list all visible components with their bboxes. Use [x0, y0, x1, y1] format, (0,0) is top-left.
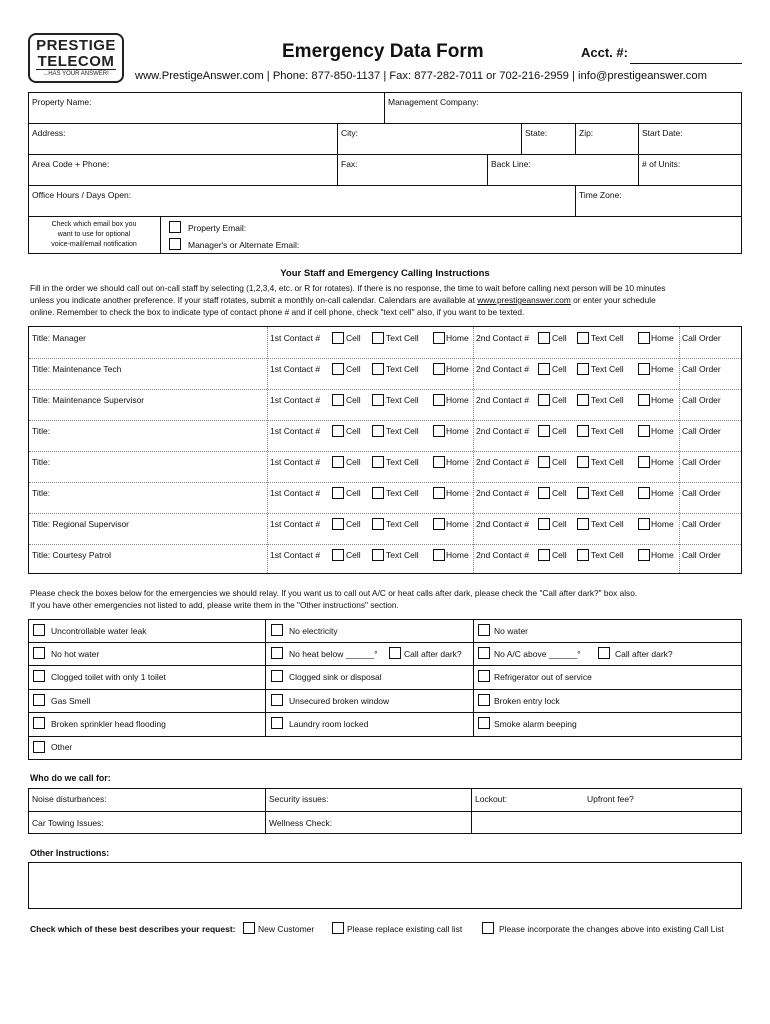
company-logo: [28, 33, 124, 83]
divider: [265, 619, 266, 736]
staff-title-field[interactable]: Title:: [32, 426, 51, 436]
contact-line: www.PrestigeAnswer.com | Phone: 877-850-1137 | Fax: 877-282-7011 or 702-216-2959 | info@prestigeanswer.com: [135, 70, 707, 82]
divider: [28, 689, 742, 690]
logo-line-2: TELECOM: [37, 53, 115, 70]
second-text-cell-checkbox[interactable]: [577, 394, 589, 406]
back-line-field[interactable]: Back Line:: [491, 159, 531, 169]
call-after-dark-label: Call after dark?: [615, 649, 673, 659]
divider: [160, 216, 161, 254]
logo-line-1: PRESTIGE: [36, 37, 116, 54]
first-contact-label: 1st Contact #: [270, 333, 321, 343]
second-cell-checkbox[interactable]: [538, 456, 550, 468]
security-field[interactable]: Security issues:: [269, 794, 329, 804]
call-order-label: Call Order: [682, 426, 721, 436]
first-home-checkbox[interactable]: [433, 549, 445, 561]
first-text-cell-checkbox[interactable]: [372, 363, 384, 375]
property-email-label: Property Email:: [188, 223, 247, 233]
column-divider: [267, 327, 268, 573]
home-label: Home: [651, 364, 674, 374]
divider: [575, 185, 576, 216]
emergency-label: Gas Smell: [51, 696, 91, 706]
email-prompt-line: want to use for optional: [57, 231, 131, 238]
property-name-field[interactable]: Property Name:: [32, 97, 92, 107]
divider: [28, 642, 742, 643]
new-customer-label: New Customer: [258, 924, 315, 934]
emergency-label: No A/C above ______°: [494, 649, 581, 659]
home-label: Home: [446, 426, 469, 436]
first-contact-label: 1st Contact #: [270, 395, 321, 405]
intro-line: If you have other emergencies not listed to add, please write them in the "Other instructions" section.: [30, 600, 399, 610]
home-label: Home: [446, 550, 469, 560]
logo-tagline: ...HAS YOUR ANSWER!: [36, 69, 116, 79]
emergency-checkbox[interactable]: [478, 717, 490, 729]
replace-list-label: Please replace existing call list: [347, 924, 463, 934]
emergency-checkbox[interactable]: [271, 670, 283, 682]
call-after-dark-checkbox[interactable]: [389, 647, 401, 659]
text-cell-label: Text Cell: [591, 457, 624, 467]
email-prompt: [30, 220, 158, 250]
text-cell-label: Text Cell: [386, 364, 419, 374]
cell-label: Cell: [552, 426, 567, 436]
incorporate-changes-checkbox[interactable]: [482, 922, 494, 934]
upfront-fee-field[interactable]: Upfront fee?: [587, 794, 634, 804]
second-cell-checkbox[interactable]: [538, 518, 550, 530]
fax-field[interactable]: Fax:: [341, 159, 358, 169]
text-cell-label: Text Cell: [386, 457, 419, 467]
city-field[interactable]: City:: [341, 128, 358, 138]
staff-title-field[interactable]: Title: Regional Supervisor: [32, 519, 130, 529]
other-instructions-box[interactable]: [28, 862, 742, 909]
emergency-checkbox[interactable]: [478, 670, 490, 682]
staff-title-field[interactable]: Title: Maintenance Supervisor: [32, 395, 145, 405]
first-contact-label: 1st Contact #: [270, 364, 321, 374]
second-text-cell-checkbox[interactable]: [577, 456, 589, 468]
divider: [384, 92, 385, 123]
text-cell-label: Text Cell: [386, 550, 419, 560]
cell-label: Cell: [346, 333, 361, 343]
emergency-checkbox[interactable]: [478, 647, 490, 659]
home-label: Home: [651, 395, 674, 405]
second-cell-checkbox[interactable]: [538, 549, 550, 561]
first-cell-checkbox[interactable]: [332, 518, 344, 530]
staff-row: [29, 327, 741, 358]
cell-label: Cell: [552, 364, 567, 374]
emergency-label: Broken entry lock: [494, 696, 560, 706]
divider: [28, 123, 742, 124]
emergency-checkbox[interactable]: [33, 624, 45, 636]
text-cell-label: Text Cell: [591, 550, 624, 560]
first-home-checkbox[interactable]: [433, 394, 445, 406]
first-contact-label: 1st Contact #: [270, 488, 321, 498]
emergency-label: Broken sprinkler head flooding: [51, 719, 166, 729]
first-text-cell-checkbox[interactable]: [372, 332, 384, 344]
home-label: Home: [446, 395, 469, 405]
replace-list-checkbox[interactable]: [332, 922, 344, 934]
emergency-label: No heat below ______°: [289, 649, 378, 659]
cell-label: Cell: [552, 333, 567, 343]
cell-label: Cell: [346, 395, 361, 405]
staff-row: [29, 482, 741, 513]
other-checkbox[interactable]: [33, 741, 45, 753]
staff-title-field[interactable]: Title:: [32, 488, 51, 498]
address-field[interactable]: Address:: [32, 128, 66, 138]
home-label: Home: [651, 519, 674, 529]
text-cell-label: Text Cell: [386, 395, 419, 405]
call-order-label: Call Order: [682, 519, 721, 529]
staff-row: [29, 544, 741, 575]
second-home-checkbox[interactable]: [638, 487, 650, 499]
emergency-label: No electricity: [289, 626, 338, 636]
first-text-cell-checkbox[interactable]: [372, 518, 384, 530]
acct-input-line[interactable]: [630, 63, 742, 64]
request-label: Check which of these best describes your request:: [30, 924, 236, 934]
second-home-checkbox[interactable]: [638, 518, 650, 530]
staff-row: [29, 451, 741, 482]
first-home-checkbox[interactable]: [433, 332, 445, 344]
zip-field[interactable]: Zip:: [579, 128, 594, 138]
second-text-cell-checkbox[interactable]: [577, 518, 589, 530]
emergency-checkbox[interactable]: [478, 694, 490, 706]
instructions-text: or enter your schedule: [570, 295, 656, 305]
emergency-label: Laundry room locked: [289, 719, 369, 729]
column-divider: [473, 327, 474, 573]
cell-label: Cell: [552, 519, 567, 529]
call-order-label: Call Order: [682, 488, 721, 498]
text-cell-label: Text Cell: [591, 519, 624, 529]
cell-label: Cell: [346, 519, 361, 529]
text-cell-label: Text Cell: [591, 488, 624, 498]
second-cell-checkbox[interactable]: [538, 363, 550, 375]
home-label: Home: [651, 333, 674, 343]
form-title: Emergency Data Form: [282, 41, 484, 62]
emergency-label: No water: [494, 626, 529, 636]
divider: [265, 788, 266, 834]
divider: [473, 619, 474, 736]
second-home-checkbox[interactable]: [638, 332, 650, 344]
text-cell-label: Text Cell: [591, 364, 624, 374]
second-text-cell-checkbox[interactable]: [577, 549, 589, 561]
first-cell-checkbox[interactable]: [332, 456, 344, 468]
cell-label: Cell: [346, 457, 361, 467]
divider: [28, 811, 742, 812]
emergencies-intro: [30, 587, 745, 611]
emergency-checkbox[interactable]: [33, 717, 45, 729]
text-cell-label: Text Cell: [386, 488, 419, 498]
emergency-label: Unsecured broken window: [289, 696, 390, 706]
staff-title-field[interactable]: Title: Manager: [32, 333, 87, 343]
second-cell-checkbox[interactable]: [538, 487, 550, 499]
second-cell-checkbox[interactable]: [538, 394, 550, 406]
acct-label: Acct. #:: [581, 45, 628, 60]
divider: [487, 154, 488, 185]
first-text-cell-checkbox[interactable]: [372, 487, 384, 499]
call-order-label: Call Order: [682, 550, 721, 560]
car-towing-field[interactable]: Car Towing Issues:: [32, 818, 104, 828]
manager-email-label: Manager's or Alternate Email:: [188, 240, 300, 250]
second-home-checkbox[interactable]: [638, 549, 650, 561]
second-cell-checkbox[interactable]: [538, 332, 550, 344]
first-home-checkbox[interactable]: [433, 518, 445, 530]
cell-label: Cell: [346, 364, 361, 374]
first-cell-checkbox[interactable]: [332, 487, 344, 499]
divider: [575, 123, 576, 154]
call-after-dark-label: Call after dark?: [404, 649, 462, 659]
staff-row: [29, 389, 741, 420]
first-text-cell-checkbox[interactable]: [372, 549, 384, 561]
email-prompt-line: voice-mail/email notification: [51, 241, 137, 248]
call-order-label: Call Order: [682, 364, 721, 374]
home-label: Home: [446, 457, 469, 467]
first-text-cell-checkbox[interactable]: [372, 394, 384, 406]
divider: [28, 736, 742, 737]
first-text-cell-checkbox[interactable]: [372, 456, 384, 468]
other-instructions-heading: Other Instructions:: [30, 848, 110, 858]
cell-label: Cell: [346, 550, 361, 560]
emergency-label: Clogged sink or disposal: [289, 672, 382, 682]
second-contact-label: 2nd Contact #: [476, 395, 529, 405]
second-home-checkbox[interactable]: [638, 425, 650, 437]
lockout-field[interactable]: Lockout:: [475, 794, 508, 804]
prestige-website-link[interactable]: www.prestigeanswer.com: [477, 295, 571, 305]
cell-label: Cell: [552, 457, 567, 467]
time-zone-field[interactable]: Time Zone:: [579, 190, 622, 200]
office-hours-field[interactable]: Office Hours / Days Open:: [32, 190, 132, 200]
home-label: Home: [651, 457, 674, 467]
second-contact-label: 2nd Contact #: [476, 488, 529, 498]
home-label: Home: [651, 426, 674, 436]
call-after-dark-checkbox[interactable]: [598, 647, 610, 659]
emergency-checkbox[interactable]: [33, 670, 45, 682]
units-field[interactable]: # of Units:: [642, 159, 681, 169]
staff-heading: Your Staff and Emergency Calling Instructions: [280, 268, 490, 279]
divider: [521, 123, 522, 154]
staff-instructions: [30, 282, 745, 318]
staff-title-field[interactable]: Title:: [32, 457, 51, 467]
second-contact-label: 2nd Contact #: [476, 333, 529, 343]
emergency-label: Clogged toilet with only 1 toilet: [51, 672, 166, 682]
call-order-label: Call Order: [682, 333, 721, 343]
cell-label: Cell: [346, 488, 361, 498]
staff-table: [28, 326, 742, 574]
emergency-checkbox[interactable]: [33, 694, 45, 706]
first-cell-checkbox[interactable]: [332, 425, 344, 437]
emergency-label: Refrigerator out of service: [494, 672, 592, 682]
emergency-checkbox[interactable]: [271, 717, 283, 729]
staff-title-field[interactable]: Title: Maintenance Tech: [32, 364, 122, 374]
divider: [471, 788, 472, 834]
intro-line: Please check the boxes below for the emergencies we should relay. If you want us to call out A/C or heat calls after dark, please check the "Call after dark?" box also.: [30, 588, 638, 598]
emergency-checkbox[interactable]: [478, 624, 490, 636]
first-cell-checkbox[interactable]: [332, 549, 344, 561]
phone-field[interactable]: Area Code + Phone:: [32, 159, 110, 169]
instructions-line: [30, 294, 745, 306]
text-cell-label: Text Cell: [386, 333, 419, 343]
first-text-cell-checkbox[interactable]: [372, 425, 384, 437]
call-order-label: Call Order: [682, 395, 721, 405]
text-cell-label: Text Cell: [386, 519, 419, 529]
text-cell-label: Text Cell: [591, 395, 624, 405]
cell-label: Cell: [552, 550, 567, 560]
column-divider: [679, 327, 680, 573]
first-cell-checkbox[interactable]: [332, 394, 344, 406]
divider: [638, 123, 639, 185]
emergency-checkbox[interactable]: [271, 647, 283, 659]
home-label: Home: [446, 333, 469, 343]
staff-title-field[interactable]: Title: Courtesy Patrol: [32, 550, 112, 560]
home-label: Home: [446, 488, 469, 498]
emergency-label: No hot water: [51, 649, 100, 659]
emergency-checkbox[interactable]: [33, 647, 45, 659]
instructions-line: online. Remember to check the box to indicate type of contact phone # and if cell phone, check "text cell" also, if you want to be texted.: [30, 307, 525, 317]
second-contact-label: 2nd Contact #: [476, 550, 529, 560]
email-prompt-line: Check which email box you: [51, 221, 137, 228]
emergency-checkbox[interactable]: [271, 624, 283, 636]
divider: [28, 185, 742, 186]
second-contact-label: 2nd Contact #: [476, 457, 529, 467]
staff-row: [29, 513, 741, 544]
second-home-checkbox[interactable]: [638, 456, 650, 468]
second-cell-checkbox[interactable]: [538, 425, 550, 437]
cell-label: Cell: [346, 426, 361, 436]
staff-row: [29, 358, 741, 389]
divider: [28, 216, 742, 217]
divider: [28, 712, 742, 713]
emergency-label: Smoke alarm beeping: [494, 719, 577, 729]
emergency-label: Uncontrollable water leak: [51, 626, 147, 636]
first-contact-label: 1st Contact #: [270, 550, 321, 560]
text-cell-label: Text Cell: [386, 426, 419, 436]
first-home-checkbox[interactable]: [433, 425, 445, 437]
new-customer-checkbox[interactable]: [243, 922, 255, 934]
second-home-checkbox[interactable]: [638, 394, 650, 406]
property-email-checkbox[interactable]: [169, 221, 181, 233]
second-text-cell-checkbox[interactable]: [577, 425, 589, 437]
first-home-checkbox[interactable]: [433, 363, 445, 375]
second-contact-label: 2nd Contact #: [476, 519, 529, 529]
home-label: Home: [651, 550, 674, 560]
home-label: Home: [446, 364, 469, 374]
management-company-field[interactable]: Management Company:: [388, 97, 479, 107]
wellness-field[interactable]: Wellness Check:: [269, 818, 333, 828]
text-cell-label: Text Cell: [591, 333, 624, 343]
first-contact-label: 1st Contact #: [270, 426, 321, 436]
other-label: Other: [51, 742, 73, 752]
divider: [28, 154, 742, 155]
emergency-checkbox[interactable]: [271, 694, 283, 706]
divider: [337, 123, 338, 185]
second-home-checkbox[interactable]: [638, 363, 650, 375]
first-home-checkbox[interactable]: [433, 487, 445, 499]
call-order-label: Call Order: [682, 457, 721, 467]
first-contact-label: 1st Contact #: [270, 519, 321, 529]
cell-label: Cell: [552, 488, 567, 498]
staff-row: [29, 420, 741, 451]
text-cell-label: Text Cell: [591, 426, 624, 436]
incorporate-changes-label: Please incorporate the changes above into existing Call List: [499, 924, 724, 934]
who-to-call-heading: Who do we call for:: [30, 773, 111, 783]
home-label: Home: [651, 488, 674, 498]
state-field[interactable]: State:: [525, 128, 548, 138]
second-text-cell-checkbox[interactable]: [577, 332, 589, 344]
home-label: Home: [446, 519, 469, 529]
divider: [28, 665, 742, 666]
manager-email-checkbox[interactable]: [169, 238, 181, 250]
first-cell-checkbox[interactable]: [332, 332, 344, 344]
second-contact-label: 2nd Contact #: [476, 364, 529, 374]
second-contact-label: 2nd Contact #: [476, 426, 529, 436]
noise-field[interactable]: Noise disturbances:: [32, 794, 107, 804]
second-text-cell-checkbox[interactable]: [577, 363, 589, 375]
first-contact-label: 1st Contact #: [270, 457, 321, 467]
cell-label: Cell: [552, 395, 567, 405]
start-date-field[interactable]: Start Date:: [642, 128, 683, 138]
instructions-line: Fill in the order we should call out on-call staff by selecting (1,2,3,4, etc. or R for rotates). If there is no response, the time to wait before calling next person will be 10 minutes: [30, 283, 666, 293]
first-cell-checkbox[interactable]: [332, 363, 344, 375]
first-home-checkbox[interactable]: [433, 456, 445, 468]
instructions-text: unless you indicate another preference. If your staff rotates, submit a monthly on-call calendar. Calendars are available at: [30, 295, 478, 305]
second-text-cell-checkbox[interactable]: [577, 487, 589, 499]
